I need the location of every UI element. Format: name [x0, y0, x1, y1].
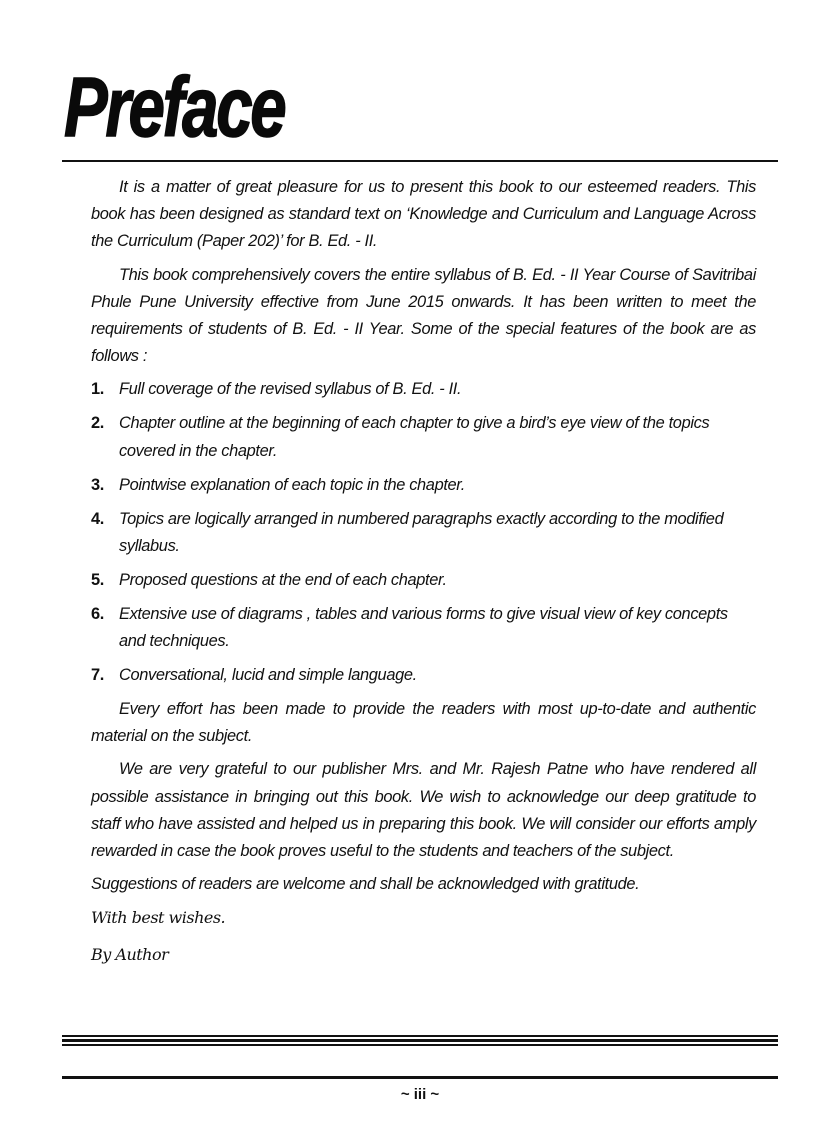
page-number: ~ iii ~: [400, 1086, 440, 1103]
list-text: Chapter outline at the beginning of each chapter to give a bird’s eye view of the topics covered in the chapter.: [119, 414, 710, 460]
list-item: [91, 472, 756, 499]
list-item: [91, 506, 756, 560]
author-signature: By Author: [91, 945, 169, 965]
list-item: [91, 567, 756, 594]
list-number: 5.: [91, 570, 104, 589]
list-number: 6.: [91, 604, 104, 623]
list-text: Pointwise explanation of each topic in the chapter.: [119, 475, 466, 494]
header-divider: [62, 160, 778, 162]
list-number: 3.: [91, 475, 104, 494]
effort-paragraph: Every effort has been made to provide the readers with most up-to-date and authentic material on the subject.: [91, 700, 756, 746]
footer-divider-thin-top: [62, 1035, 778, 1037]
list-text: Topics are logically arranged in numbered paragraphs exactly according to the modified syllabus.: [119, 509, 724, 555]
footer-divider-bottom: [62, 1076, 778, 1079]
list-number: 1.: [91, 380, 104, 399]
footer-divider-thin-bottom: [62, 1044, 778, 1046]
list-text: Extensive use of diagrams , tables and various forms to give visual view of key concepts and techniques.: [119, 604, 728, 651]
list-item: [91, 601, 756, 655]
list-number: 4.: [91, 509, 104, 528]
gratitude-paragraph: We are very grateful to our publisher Mrs. and Mr. Rajesh Patne who have rendered all possible assistance in bringing out this book. We wish to acknowledge our deep gratitude to staff who have assisted and helped us in preparing this book. We will consider our efforts amply rewarded in case the book proves useful to the students and teachers of the subject.: [91, 760, 756, 861]
footer-divider-thick: [62, 1039, 778, 1042]
coverage-paragraph: This book comprehensively covers the entire syllabus of B. Ed. - II Year Course of Savitribai Phule Pune University effective from June 2015 onwards. It has been written to meet the requirements of students of B. Ed. - II Year. Some of the special features of the book are as follows :: [91, 265, 756, 366]
preface-body: [91, 174, 756, 978]
list-item: [91, 410, 756, 464]
list-text: Conversational, lucid and simple language.: [119, 666, 417, 685]
list-text: Full coverage of the revised syllabus of B. Ed. - II.: [119, 380, 462, 399]
list-text: Proposed questions at the end of each chapter.: [119, 570, 447, 589]
intro-paragraph: It is a matter of great pleasure for us to present this book to our esteemed readers. This book has been designed as standard text on ‘Knowledge and Curriculum and Language Across the Curriculum (Paper 202)’ for B. Ed. - II.: [91, 178, 756, 251]
list-number: 2.: [91, 414, 104, 433]
list-number: 7.: [91, 666, 104, 685]
best-wishes: With best wishes.: [91, 908, 226, 928]
list-item: [91, 376, 756, 403]
page-title: Preface: [64, 60, 285, 154]
suggestions-paragraph: Suggestions of readers are welcome and shall be acknowledged with gratitude.: [91, 875, 640, 894]
features-list: [91, 376, 756, 689]
list-item: [91, 662, 756, 689]
